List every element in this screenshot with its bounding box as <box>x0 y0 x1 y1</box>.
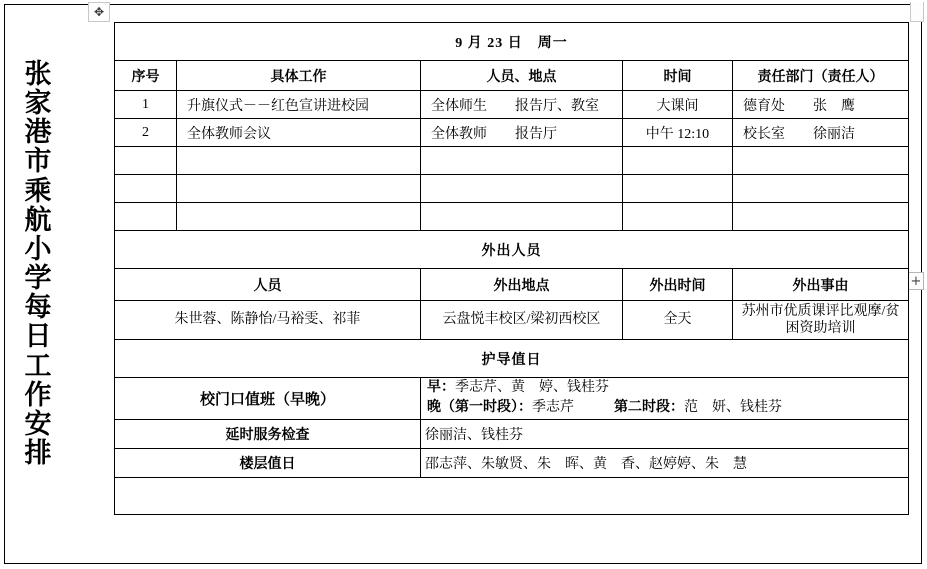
move-handle-icon[interactable]: ✥ <box>88 2 110 22</box>
document-date-title: 9 月 23 日 周一 <box>115 23 909 61</box>
cell-empty <box>733 147 909 175</box>
side-title-char: 张 <box>24 59 52 89</box>
cell-out-place: 云盘悦丰校区/梁初西校区 <box>421 301 623 340</box>
side-title-char: 安 <box>24 408 52 439</box>
cell-empty <box>115 203 177 231</box>
cell-out-reason: 苏州市优质课评比观摩/贫困资助培训 <box>733 301 909 340</box>
side-title-char: 市 <box>24 146 52 177</box>
table-row <box>115 119 909 147</box>
expand-handle-button[interactable]: + <box>908 272 924 290</box>
cell-work: 升旗仪式－－红色宣讲进校园 <box>177 91 421 119</box>
cell-dept: 校长室 徐丽洁 <box>733 119 909 147</box>
side-title-char: 港 <box>24 117 52 148</box>
cell-time: 中午 12:10 <box>623 119 733 147</box>
cell-empty <box>623 203 733 231</box>
duty-value-gate <box>421 378 909 420</box>
column-header-time: 时间 <box>623 61 733 91</box>
side-title-char: 小 <box>24 233 52 264</box>
side-title-char: 家 <box>24 88 52 119</box>
cell-empty <box>421 203 623 231</box>
side-title-char: 学 <box>24 263 52 294</box>
cell-empty <box>177 175 421 203</box>
duty-label-floor: 楼层值日 <box>115 448 421 477</box>
table-row <box>115 269 909 301</box>
cell-empty-footer <box>115 477 909 514</box>
side-title-char: 每 <box>24 292 52 323</box>
column-header-out-place: 外出地点 <box>421 269 623 301</box>
side-title-char: 航 <box>24 204 52 235</box>
table-row <box>115 147 909 175</box>
side-title-char: 作 <box>24 379 52 410</box>
cell-empty <box>421 175 623 203</box>
column-header-out-time: 外出时间 <box>623 269 733 301</box>
cell-no: 1 <box>115 91 177 119</box>
table-row <box>115 477 909 514</box>
table-row <box>115 23 909 61</box>
column-header-dept: 责任部门（责任人） <box>733 61 909 91</box>
table-row <box>115 61 909 91</box>
side-title-char: 工 <box>24 350 52 381</box>
duty-morning-names: 季志芹、黄 婷、钱桂芬 <box>455 380 609 395</box>
table-row <box>115 203 909 231</box>
cell-out-people: 朱世蓉、陈静怡/马裕雯、祁菲 <box>115 301 421 340</box>
cell-out-time: 全天 <box>623 301 733 340</box>
cell-time: 大课间 <box>623 91 733 119</box>
schedule-table-container <box>114 22 908 515</box>
duty-value-delay-service: 徐丽洁、钱桂芬 <box>421 419 909 448</box>
cell-empty <box>177 147 421 175</box>
cell-empty <box>733 175 909 203</box>
cell-work: 全体教师会议 <box>177 119 421 147</box>
table-row <box>115 378 909 420</box>
daily-schedule-table <box>114 22 909 515</box>
cell-empty <box>623 175 733 203</box>
side-title-char: 日 <box>24 321 52 352</box>
cell-empty <box>623 147 733 175</box>
duty-evening-names-1: 季志芹 <box>532 400 574 416</box>
column-header-out-reason: 外出事由 <box>733 269 909 301</box>
top-right-marker <box>910 2 924 22</box>
cell-dept: 德育处 张 鹰 <box>733 91 909 119</box>
duty-label-gate: 校门口值班（早晚） <box>115 378 421 420</box>
side-title-char: 乘 <box>24 175 52 206</box>
side-title-char: 排 <box>24 438 52 469</box>
cell-empty <box>733 203 909 231</box>
duty-evening-names-2: 范 妍、钱桂芬 <box>684 400 782 416</box>
table-row <box>115 301 909 340</box>
section-title-duty: 护导值日 <box>115 340 909 378</box>
cell-people-place: 全体教师 报告厅 <box>421 119 623 147</box>
duty-value-floor: 邵志萍、朱敏贤、朱 晖、黄 香、赵婷婷、朱 慧 <box>421 448 909 477</box>
column-header-out-people: 人员 <box>115 269 421 301</box>
cell-empty <box>115 175 177 203</box>
cell-empty <box>421 147 623 175</box>
table-row <box>115 175 909 203</box>
cell-empty <box>177 203 421 231</box>
duty-label-delay-service: 延时服务检查 <box>115 419 421 448</box>
column-header-no: 序号 <box>115 61 177 91</box>
duty-evening-prefix: 晚（第一时段）： <box>427 400 532 416</box>
cell-people-place: 全体师生 报告厅、教室 <box>421 91 623 119</box>
cell-empty <box>115 147 177 175</box>
table-row <box>115 448 909 477</box>
column-header-work: 具体工作 <box>177 61 421 91</box>
table-row <box>115 231 909 269</box>
duty-evening-prefix-2: 第二时段： <box>614 400 684 416</box>
column-header-people-place: 人员、地点 <box>421 61 623 91</box>
vertical-document-title <box>12 60 64 468</box>
cell-no: 2 <box>115 119 177 147</box>
section-title-outgoing: 外出人员 <box>115 231 909 269</box>
table-row <box>115 91 909 119</box>
table-row <box>115 340 909 378</box>
duty-morning-prefix: 早： <box>427 380 455 395</box>
table-row <box>115 419 909 448</box>
